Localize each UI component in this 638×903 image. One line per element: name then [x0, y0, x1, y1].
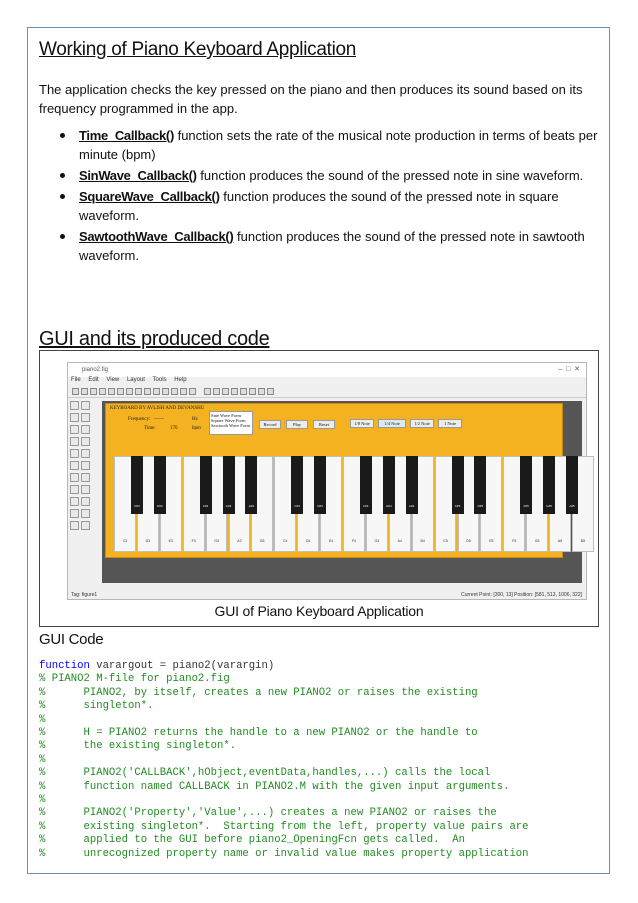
function-description: function produces the sound of the pressed note in sawtooth waveform. [79, 229, 585, 263]
waveform-radio-group [209, 411, 253, 435]
window-title: piano2.fig [82, 367, 109, 373]
time-value: 170 [170, 426, 178, 431]
code-line [39, 687, 529, 700]
key-label: F5 [512, 539, 517, 543]
key-label: B4 [420, 539, 425, 543]
toolbar-button-icon [171, 388, 178, 395]
palette-tool-icon [81, 413, 90, 422]
key-label: F3 [191, 539, 196, 543]
time-label: Time: [144, 426, 156, 431]
code-comment: % [39, 713, 46, 726]
figure-caption: GUI of Piano Keyboard Application [214, 603, 424, 619]
palette-tool-icon [81, 449, 90, 458]
keyboard-panel: KEYBOARD BY AVLISH AND DEVANSHU Frequency: —— Hz Time: 170 bpm Sine Wave Form Square Wave Form Sawtooth Wave Form Record Play Reset 1/8 Note 1/4 Note 1/2 Note 1 Note C3 D3 E3 F3 G3 A3 B3 C4 D4 E4 F4 G4 A4 B4 C5 D5 E5 F5 G5 A5 B5 C#3 D#3 F#3 G#3 A#3 C#4 D#4 F#4 G#4 A#4 C#5 D#5 F#5 G#5 A#5 [105, 403, 563, 558]
palette-tool-icon [70, 401, 79, 410]
black-key [131, 456, 143, 514]
code-line [39, 767, 529, 780]
window-controls-icon: – □ ✕ [558, 366, 580, 373]
code-comment: % H = PIANO2 returns the handle to a new PIANO2 or the handle to [39, 727, 478, 740]
toolbar-button-icon [135, 388, 142, 395]
toolbar-button-icon [144, 388, 151, 395]
black-key [245, 456, 257, 514]
palette-tool-icon [81, 485, 90, 494]
code-line [39, 794, 529, 807]
palette-tool-icon [81, 473, 90, 482]
frequency-label: Frequency: [128, 417, 151, 422]
key-label: E5 [489, 539, 494, 543]
code-line [39, 740, 529, 753]
function-name: SquareWave_Callback() [79, 189, 220, 204]
toolbar-button-icon [99, 388, 106, 395]
code-comment: % singleton*. [39, 700, 154, 713]
key-label: A#4 [409, 504, 415, 508]
key-label: C#5 [454, 504, 461, 508]
black-key [200, 456, 212, 514]
list-item [59, 126, 604, 164]
black-key [360, 456, 372, 514]
palette-tool-icon [81, 401, 90, 410]
palette-tool-icon [70, 485, 79, 494]
code-line [39, 673, 529, 686]
list-item [59, 187, 604, 225]
key-label: E4 [328, 539, 334, 543]
status-bar [68, 591, 586, 599]
code-line [39, 848, 529, 861]
key-label: D#5 [477, 504, 484, 508]
palette-tool-icon [81, 521, 90, 530]
palette-tool-icon [70, 461, 79, 470]
toolbar-button-icon [267, 388, 274, 395]
palette-tool-icon [81, 425, 90, 434]
component-palette [70, 401, 100, 541]
code-keyword: function [39, 660, 90, 672]
toolbar-button-icon [162, 388, 169, 395]
toolbar-button-icon [180, 388, 187, 395]
black-key [383, 456, 395, 514]
key-label: A#3 [248, 504, 255, 508]
toolbar-button-icon [258, 388, 265, 395]
code-comment: % PIANO2('Property','Value',...) creates a new PIANO2 or raises the [39, 807, 497, 820]
time-unit: bpm [192, 426, 201, 431]
status-position: Current Point: [300, 13] Position: [581, 513, 1006, 322] [461, 592, 582, 598]
code-comment: % applied to the GUI before piano2_OpeningFcn gets called. An [39, 834, 465, 847]
code-comment: % function named CALLBACK in PIANO2.M with the given input arguments. [39, 780, 510, 793]
menu-help: Help [174, 377, 187, 383]
menu-edit: Edit [88, 377, 99, 383]
code-text: varargout = piano2(varargin) [89, 660, 275, 672]
key-label: D4 [305, 539, 311, 543]
palette-tool-icon [70, 509, 79, 518]
function-description: function sets the rate of the musical note production in terms of beats per minute (bpm) [79, 128, 598, 162]
code-section-heading: GUI Code [39, 631, 104, 648]
code-comment: % PIANO2('CALLBACK',hObject,eventData,handles,...) calls the local [39, 767, 491, 780]
key-label: A3 [237, 539, 242, 543]
toolbar-button-icon [222, 388, 229, 395]
key-label: G#4 [385, 504, 392, 508]
black-key [314, 456, 326, 514]
menu-layout: Layout [126, 377, 145, 383]
toolbar-button-icon [189, 388, 196, 395]
reset-button: Reset [313, 420, 335, 429]
intro-paragraph: The application checks the key pressed on the piano and then produces its sound based on its frequency programmed in the app. [39, 82, 583, 116]
code-line [39, 660, 529, 673]
record-button: Record [259, 420, 281, 429]
radio-sine: Sine Wave Form [211, 413, 242, 418]
key-label: C3 [122, 539, 128, 543]
palette-tool-icon [81, 497, 90, 506]
whole-note-button: 1 Note [438, 419, 462, 428]
black-key [520, 456, 532, 514]
black-key [406, 456, 418, 514]
function-description: function produces the sound of the pressed note in sine waveform. [196, 168, 584, 183]
code-line [39, 754, 529, 767]
code-line [39, 834, 529, 847]
key-label: D#4 [317, 504, 323, 508]
toolbar-button-icon [117, 388, 124, 395]
palette-tool-icon [70, 425, 79, 434]
key-label: C#4 [294, 504, 300, 508]
function-name: SinWave_Callback() [79, 168, 197, 183]
black-key [223, 456, 235, 514]
code-listing [39, 660, 529, 861]
key-label: C5 [443, 539, 448, 543]
key-label: A#5 [569, 504, 575, 508]
list-item [59, 227, 604, 265]
toolbar-button-icon [231, 388, 238, 395]
key-label: G4 [374, 539, 380, 543]
radio-sawtooth: Sawtooth Wave Form [211, 423, 251, 428]
black-key [566, 456, 578, 514]
toolbar-button-icon [126, 388, 133, 395]
palette-tool-icon [70, 521, 79, 530]
key-label: G#3 [225, 504, 232, 508]
radio-square: Square Wave Form [211, 418, 246, 423]
function-name: Time_Callback() [79, 128, 174, 143]
half-note-button: 1/2 Note [410, 419, 434, 428]
key-label: D5 [466, 539, 471, 543]
code-line [39, 807, 529, 820]
code-line [39, 727, 529, 740]
code-comment: % existing singleton*. Starting from the left, property value pairs are [39, 820, 529, 833]
toolbar-button-icon [249, 388, 256, 395]
function-description: function produces the sound of the pressed note in square waveform. [79, 189, 559, 223]
key-label: E3 [168, 539, 173, 543]
code-comment: % PIANO2 M-file for piano2.fig [39, 673, 230, 686]
key-label: A4 [397, 539, 402, 543]
menubar [68, 377, 589, 386]
black-key [291, 456, 303, 514]
toolbar-button-icon [81, 388, 88, 395]
list-item [59, 166, 604, 185]
key-label: G3 [214, 539, 219, 543]
toolbar-button-icon [72, 388, 79, 395]
palette-tool-icon [81, 461, 90, 470]
code-line [39, 821, 529, 834]
code-comment: % [39, 753, 46, 766]
palette-tool-icon [70, 473, 79, 482]
code-line [39, 700, 529, 713]
black-key [452, 456, 464, 514]
code-comment: % [39, 794, 46, 807]
palette-tool-icon [70, 449, 79, 458]
palette-tool-icon [81, 509, 90, 518]
code-comment: % the existing singleton*. [39, 740, 237, 753]
key-label: G#5 [546, 504, 552, 508]
function-name: SawtoothWave_Callback() [79, 229, 234, 244]
toolbar-button-icon [108, 388, 115, 395]
play-button: Play [286, 420, 308, 429]
panel-title: KEYBOARD BY AVLISH AND DEVANSHU [110, 406, 205, 411]
toolbar-button-icon [90, 388, 97, 395]
layout-canvas [102, 401, 586, 583]
menu-view: View [106, 377, 120, 383]
toolbar-button-icon [153, 388, 160, 395]
gui-section-heading: GUI and its produced code [39, 328, 270, 350]
key-label: F#4 [363, 504, 369, 508]
key-label: A5 [557, 539, 563, 543]
status-tag: Tag: figure1 [71, 592, 98, 598]
key-label: G5 [534, 539, 540, 543]
eighth-note-button: 1/8 Note [350, 419, 374, 428]
toolbar-button-icon [240, 388, 247, 395]
key-label: D3 [145, 539, 151, 543]
key-label: B5 [580, 539, 586, 543]
page-title: Working of Piano Keyboard Application [39, 39, 357, 60]
palette-tool-icon [70, 437, 79, 446]
black-key [543, 456, 555, 514]
quarter-note-button: 1/4 Note [378, 419, 406, 428]
menu-tools: Tools [152, 377, 167, 383]
key-label: C4 [283, 539, 288, 543]
menu-file: File [71, 377, 81, 383]
key-label: C#3 [134, 504, 140, 508]
code-line [39, 714, 529, 727]
key-label: D#3 [157, 504, 163, 508]
toolbar-button-icon [204, 388, 211, 395]
window-titlebar [68, 363, 586, 377]
toolbar-button-icon [213, 388, 220, 395]
key-label: F#5 [523, 504, 529, 508]
palette-tool-icon [70, 413, 79, 422]
palette-tool-icon [81, 437, 90, 446]
code-comment: % PIANO2, by itself, creates a new PIANO2 or raises the existing [39, 686, 478, 699]
black-key [154, 456, 166, 514]
callback-list [59, 126, 604, 267]
palette-tool-icon [70, 497, 79, 506]
black-key [474, 456, 486, 514]
gui-screenshot [67, 362, 587, 600]
code-line [39, 781, 529, 794]
key-label: F#3 [203, 504, 209, 508]
key-label: B3 [260, 539, 265, 543]
frequency-unit: Hz [192, 417, 198, 422]
code-comment: % unrecognized property name or invalid value makes property application [39, 847, 529, 860]
key-label: F4 [351, 539, 356, 543]
